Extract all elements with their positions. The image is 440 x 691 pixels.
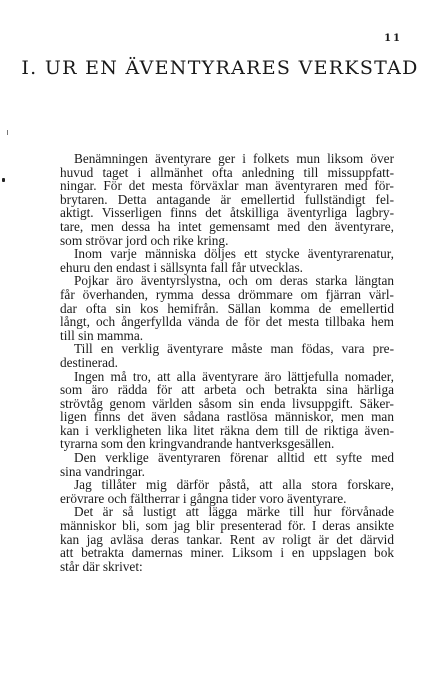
text-line: dar ofta sin kos hemifrån. Sällan komma de emellertid xyxy=(60,300,394,316)
text-line: står där skrivet: xyxy=(60,558,143,574)
text-line: människor bli, som jag blir presenterad för. I deras ansikte xyxy=(60,518,394,534)
text-line: huvud taget i allmänhet ofta anledning till missuppfatt- xyxy=(60,164,394,180)
margin-dot xyxy=(2,178,5,182)
text-line: Pojkar äro äventyrslystna, och om deras starka längtan xyxy=(74,273,394,289)
text-line: Jag tillåter mig därför påstå, att alla stora forskare, xyxy=(74,477,394,493)
text-line: som strövar jord och rike kring. xyxy=(60,232,229,248)
body-text xyxy=(60,152,394,573)
text-line: Benämningen äventyrare ger i folkets mun liksom över xyxy=(74,151,394,166)
text-line: ningar. För det mesta förväxlar man äventyraren med för- xyxy=(60,178,394,194)
text-line: brytaren. Detta antagande är emellertid fullständigt fel- xyxy=(60,191,394,207)
margin-mark xyxy=(7,130,8,135)
page-number: 11 xyxy=(384,33,402,44)
text-line: som äro rädda för att arbeta och betrakta sina härliga xyxy=(60,382,394,398)
chapter-title: I. UR EN ÄVENTYRARES VERKSTAD xyxy=(21,57,419,79)
text-line: kan jag avläsa deras tankar. Rent av roligt är det därvid xyxy=(60,531,394,547)
text-line: får överhanden, rymma dessa drömmare om fjärran värl- xyxy=(60,286,394,302)
text-line: kan i verkligheten lika litet räkna dem till de riktiga även- xyxy=(60,422,394,438)
text-line: ehuru den endast i sällsynta fall får utvecklas. xyxy=(60,259,303,275)
text-line: Den verklige äventyraren förenar alltid ett syfte med xyxy=(74,450,394,466)
text-line: aktigt. Visserligen finns det åtskilliga äventyrliga lagbry- xyxy=(60,205,394,221)
text-line: Inom varje människa döljes ett stycke äventyrarenatur, xyxy=(74,246,394,262)
text-line: långt, och ångerfyllda vända de för det mesta tillbaka hem xyxy=(60,314,394,330)
text-line: Ingen må tro, att alla äventyrare äro lättjefulla nomader, xyxy=(74,368,394,384)
text-line: tare, men dessa ha intet gemensamt med den äventyrare, xyxy=(60,218,394,234)
text-line: tyrarna som den kringvandrande hantverksgesällen. xyxy=(60,436,335,452)
text-line: sina vandringar. xyxy=(60,463,145,479)
text-line: till sin mamma. xyxy=(60,327,144,343)
text-line: Det är så lustigt att lägga märke till hur förvånade xyxy=(74,504,394,520)
text-line: ligen finns det även sådana rastlösa människor, men man xyxy=(60,409,394,425)
text-line: strövtåg genom världen såsom sin enda livsuppgift. Säker- xyxy=(60,395,394,411)
text-line: erövrare och fältherrar i gångna tider voro äventyrare. xyxy=(60,490,347,506)
text-line: Till en verklig äventyrare måste man födas, vara pre- xyxy=(74,341,394,357)
text-line: att betrakta damernas miner. Liksom i en uppslagen bok xyxy=(60,545,394,561)
text-line: destinerad. xyxy=(60,354,118,370)
